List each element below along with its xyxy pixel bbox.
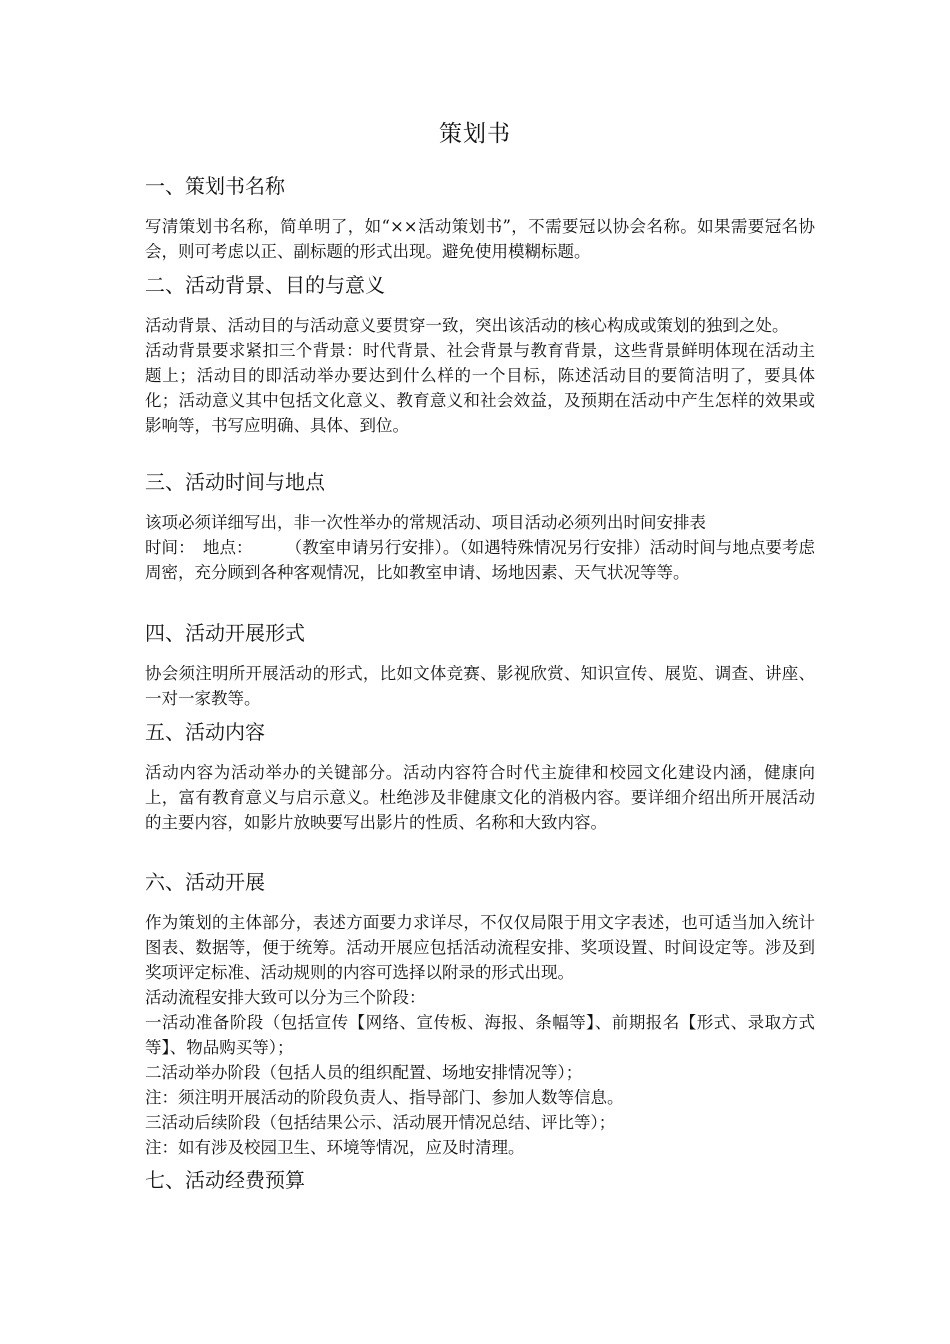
section-background: [145, 271, 815, 438]
section-heading: 五、活动内容: [145, 720, 265, 744]
paragraph: 作为策划的主体部分，表述方面要力求详尽，不仅仅局限于用文字表述，也可适当加入统计图表、数据等，便于统筹。活动开展应包括活动流程安排、奖项设置、时间设定等。涉及到奖项评定标准、活动规则的内容可选择以附录的形式出现。: [145, 913, 815, 982]
paragraph: 一活动准备阶段（包括宣传【网络、宣传板、海报、条幅等】、前期报名【形式、录取方式等】、物品购买等）；: [145, 1013, 815, 1057]
section-heading: 六、活动开展: [145, 870, 265, 894]
paragraph: 活动背景要求紧扣三个背景：时代背景、社会背景与教育背景，这些背景鲜明体现在活动主题上；活动目的即活动举办要达到什么样的一个目标，陈述活动目的要简洁明了，要具体化；活动意义其中包括文化意义、教育意义和社会效益，及预期在活动中产生怎样的效果或影响等，书写应明确、具体、到位。: [145, 341, 815, 435]
paragraph: 注：如有涉及校园卫生、环境等情况，应及时清理。: [145, 1138, 525, 1157]
paragraph: 该项必须详细写出，非一次性举办的常规活动、项目活动必须列出时间安排表: [145, 513, 706, 532]
section-heading: 一、策划书名称: [145, 174, 285, 198]
section-execution: [145, 868, 815, 1160]
section-body: [145, 313, 815, 438]
paragraph: 活动流程安排大致可以分为三个阶段：: [145, 988, 426, 1007]
section-heading: 三、活动时间与地点: [145, 470, 325, 494]
section-time-place: [145, 468, 815, 585]
section-heading: 二、活动背景、目的与意义: [145, 273, 385, 297]
paragraph: 协会须注明所开展活动的形式，比如文体竞赛、影视欣赏、知识宣传、展览、调查、讲座、一对一家教等。: [145, 664, 815, 708]
section-format: [145, 619, 815, 711]
paragraph: 三活动后续阶段（包括结果公示、活动展开情况总结、评比等）；: [145, 1113, 616, 1132]
paragraph: 活动内容为活动举办的关键部分。活动内容符合时代主旋律和校园文化建设内涵，健康向上，富有教育意义与启示意义。杜绝涉及非健康文化的消极内容。要详细介绍出所开展活动的主要内容，如影片放映要写出影片的性质、名称和大致内容。: [145, 763, 815, 832]
section-budget: [145, 1166, 815, 1194]
section-body: [145, 510, 815, 585]
paragraph: 注：须注明开展活动的阶段负责人、指导部门、参加人数等信息。: [145, 1088, 624, 1107]
section-body: [145, 910, 815, 1160]
document-title: 策划书: [439, 121, 511, 147]
paragraph: 写清策划书名称，简单明了，如“××活动策划书”，不需要冠以协会名称。如果需要冠名协会，则可考虑以正、副标题的形式出现。避免使用模糊标题。: [145, 217, 815, 261]
section-body: [145, 760, 815, 835]
section-content: [145, 718, 815, 835]
paragraph: 活动背景、活动目的与活动意义要贯穿一致，突出该活动的核心构成或策划的独到之处。: [145, 316, 789, 335]
section-body: [145, 661, 815, 711]
paragraph: 二活动举办阶段（包括人员的组织配置、场地安排情况等）；: [145, 1063, 583, 1082]
section-heading: 四、活动开展形式: [145, 621, 305, 645]
section-name: [145, 172, 815, 264]
section-heading: 七、活动经费预算: [145, 1168, 305, 1192]
paragraph: 时间： 地点： （教室申请另行安排）。（如遇特殊情况另行安排）活动时间与地点要考虑周密，充分顾到各种客观情况，比如教室申请、场地因素、天气状况等等。: [145, 538, 815, 582]
section-body: [145, 214, 815, 264]
